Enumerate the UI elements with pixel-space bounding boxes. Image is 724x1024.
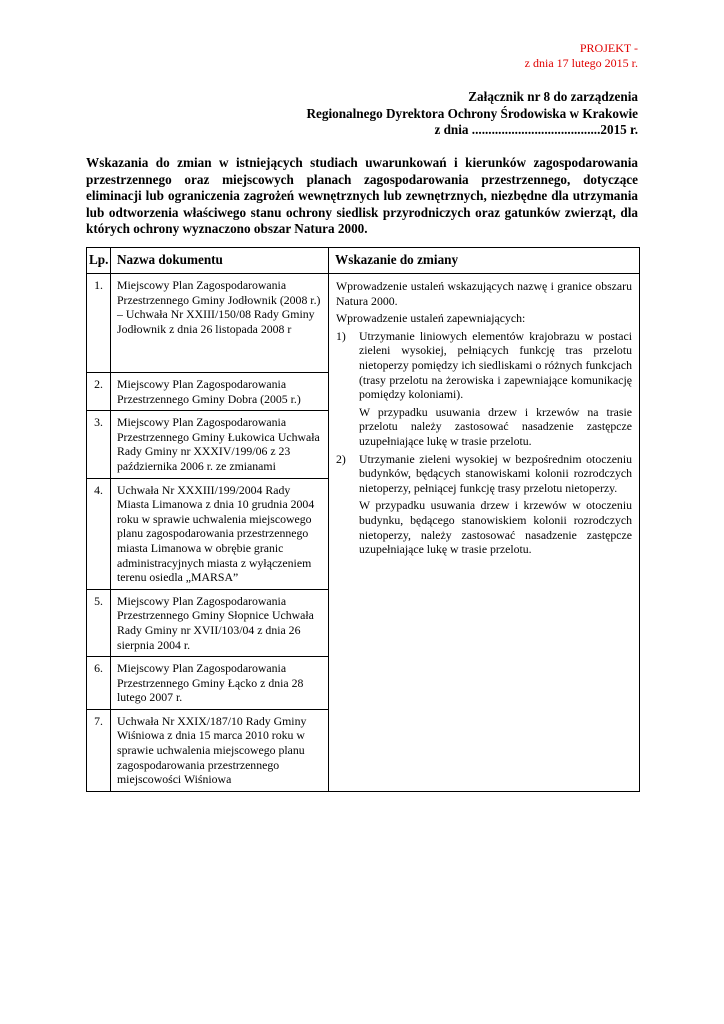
attachment-line-1: Załącznik nr 8 do zarządzenia — [468, 89, 638, 104]
change-list — [336, 329, 632, 557]
document-heading: Wskazania do zmian w istniejących studiach uwarunkowań i kierunków zagospodarowania przestrzennego oraz miejscowych planach zagospodarowania przestrzennego, dotyczące eliminacji lub ograniczenia zagrożeń wewnętrznych lub zewnętrznych, niezbędne dla utrzymania lub odtworzenia właściwego stanu ochrony siedlisk przyrodniczych oraz gatunków zwierząt, dla których ochrony wyznaczono obszar Natura 2000. — [86, 155, 638, 237]
draft-status — [525, 41, 638, 70]
table-header-row — [87, 248, 640, 274]
document-name: Miejscowy Plan Zagospodarowania Przestrzennego Gminy Jodłownik (2008 r.) – Uchwała Nr XXIII/150/08 Rady Gminy Jodłownik z dnia 26 listopada 2008 r — [111, 274, 329, 373]
recommendations-table — [86, 247, 640, 792]
draft-label: PROJEKT - — [579, 41, 638, 55]
row-number: 4. — [87, 478, 111, 589]
attachment-line-2: Regionalnego Dyrektora Ochrony Środowiska w Krakowie — [306, 105, 638, 121]
list-item-note: W przypadku usuwania drzew i krzewów na trasie przelotu należy zastosować nasadzenie zastępcze uzupełniające lukę w trasie przelotu. — [359, 404, 632, 448]
document-name: Miejscowy Plan Zagospodarowania Przestrzennego Gminy Łukowica Uchwała Rady Gminy nr XXXIV/199/06 z 23 października 2006 r. ze zmianami — [111, 411, 329, 478]
list-item-text: Utrzymanie zieleni wysokiej w bezpośrednim otoczeniu budynków, będących stanowiskami kolonii rozrodczych nietoperzy, pełniącej funkcję trasy przelotu nietoperzy. — [359, 451, 632, 495]
document-name: Uchwała Nr XXXIII/199/2004 Rady Miasta Limanowa z dnia 10 grudnia 2004 roku w sprawie uchwalenia miejscowego planu zagospodarowania przestrzennego miasta Limanowa w obrębie granic administracyjnych miasta z wyłączeniem terenu osiedla „MARSA” — [111, 478, 329, 589]
list-item-text: Utrzymanie liniowych elementów krajobrazu w postaci zieleni wysokiej, pełniących funkcję tras przelotu nietoperzy pomiędzy ich siedliskami o różnych funkcjach (trasy przelotu na żerowiska i zapewniające komunikację pomiędzy koloniami). — [359, 328, 632, 402]
table-row — [87, 274, 640, 373]
document-name: Miejscowy Plan Zagospodarowania Przestrzennego Gminy Słopnice Uchwała Rady Gminy nr XVII/103/04 z dnia 26 sierpnia 2004 r. — [111, 589, 329, 656]
row-number: 5. — [87, 589, 111, 656]
draft-date: z dnia 17 lutego 2015 r. — [524, 55, 638, 70]
document-name: Uchwała Nr XXIX/187/10 Rady Gminy Wiśniowa z dnia 15 marca 2010 roku w sprawie uchwalenia miejscowego planu zagospodarowania przestrzennego miejscowości Wiśniowa — [111, 709, 329, 791]
attachment-line-3: z dnia .......................................2015 r. — [434, 122, 638, 137]
list-item-number: 1) — [336, 328, 346, 343]
column-header-document: Nazwa dokumentu — [111, 248, 329, 274]
attachment-note — [306, 89, 638, 139]
row-number: 7. — [87, 709, 111, 791]
change-recommendation — [329, 274, 640, 792]
change-intro-2: Wprowadzenie ustaleń zapewniających: — [336, 311, 526, 326]
row-number: 3. — [87, 411, 111, 478]
list-item — [336, 329, 632, 449]
column-header-change: Wskazanie do zmiany — [329, 248, 640, 274]
row-number: 6. — [87, 657, 111, 710]
change-intro-1: Wprowadzenie ustaleń wskazujących nazwę i granice obszaru Natura 2000. — [336, 279, 632, 308]
list-item-number: 2) — [336, 451, 346, 466]
column-header-lp: Lp. — [87, 248, 111, 274]
document-name: Miejscowy Plan Zagospodarowania Przestrzennego Gminy Dobra (2005 r.) — [111, 373, 329, 411]
row-number: 1. — [87, 274, 111, 373]
row-number: 2. — [87, 373, 111, 411]
document-name: Miejscowy Plan Zagospodarowania Przestrzennego Gminy Łącko z dnia 28 lutego 2007 r. — [111, 657, 329, 710]
list-item-note: W przypadku usuwania drzew i krzewów w otoczeniu budynku, będącego stanowiskiem kolonii rozrodczych nietoperzy, należy zastosować nasadzenie zastępcze uzupełniające lukę w trasie przelotu. — [359, 498, 632, 557]
list-item — [336, 452, 632, 557]
